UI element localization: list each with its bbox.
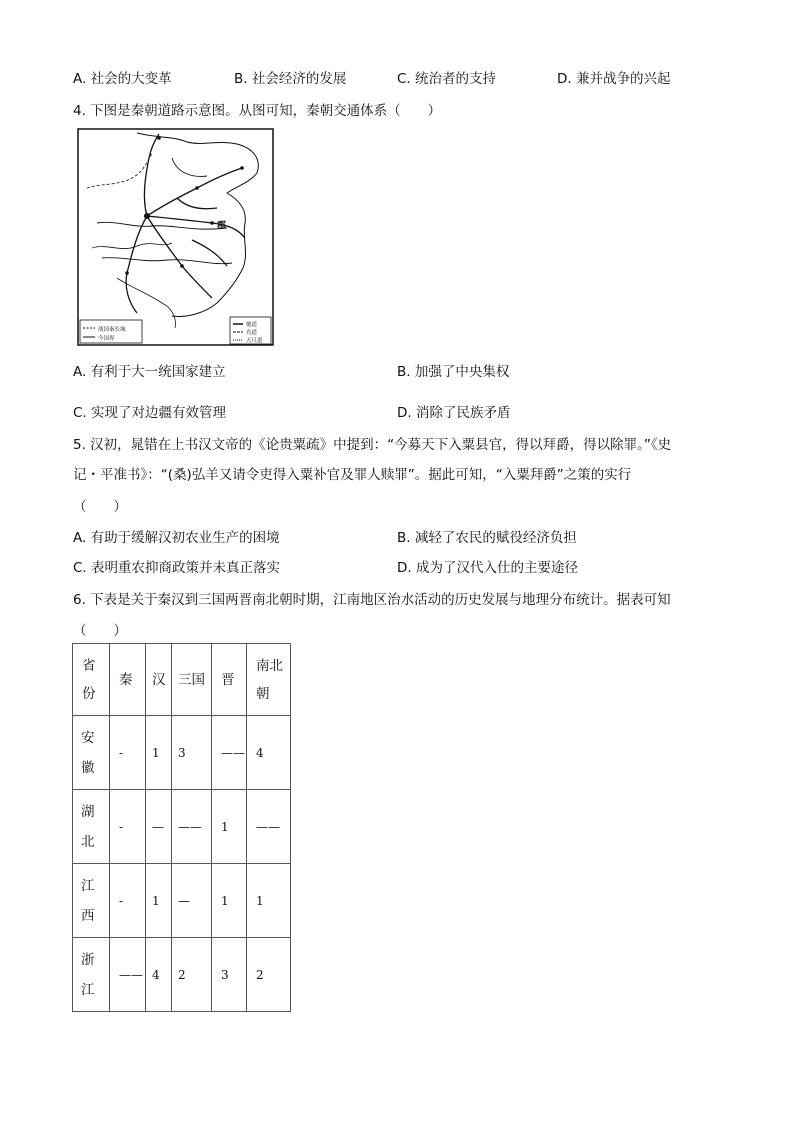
q5-option-d: D. 成为了汉代入仕的主要途径: [397, 560, 578, 576]
header-province: [73, 644, 110, 716]
header-nanbei: 南北: [256, 657, 283, 674]
water-control-table: [72, 643, 291, 1012]
header-qin: 秦: [110, 644, 146, 716]
q3-option-a: A. 社会的大变革: [73, 71, 172, 87]
cell-sanguo: ——: [172, 790, 212, 864]
row-province: [73, 790, 110, 864]
cell-qin: -: [110, 864, 146, 938]
q5-option-a: A. 有助于缓解汉初农业生产的困境: [73, 530, 280, 546]
q4-option-a: A. 有利于大一统国家建立: [73, 364, 226, 380]
province-char: 浙: [81, 951, 95, 968]
q6-stem-line2: （ ）: [73, 623, 127, 639]
cell-nanbeichao: 4: [247, 716, 291, 790]
map-legend-border: 今国界: [98, 336, 115, 342]
header-province-1: 省: [82, 657, 96, 674]
row-province: [73, 864, 110, 938]
cell-jin: 3: [212, 938, 247, 1012]
q5-option-c: C. 表明重农抑商政策并未真正落实: [73, 560, 281, 576]
header-han: 汉: [146, 644, 172, 716]
cell-nanbeichao: ——: [247, 790, 291, 864]
map-region-label: 郡: [217, 221, 227, 231]
q5-stem-line2: 记・平准书》：“(桑)弘羊又请令吏得入粟补官及罪人赎罪”。据此可知，“入粟拜爵”之策的实行: [73, 467, 632, 483]
map-legend-wuchidao: 五尺道: [246, 338, 263, 344]
q4-option-c: C. 实现了对边疆有效管理: [73, 405, 227, 421]
map-image: [77, 128, 274, 346]
q4-stem: 4. 下图是秦朝道路示意图。从图可知，秦朝交通体系（ ）: [73, 103, 442, 119]
map-legend-zhidao: 直道: [246, 330, 258, 336]
cell-sanguo: —: [172, 864, 212, 938]
cell-sanguo: 2: [172, 938, 212, 1012]
table-row: [73, 790, 291, 864]
cell-qin: -: [110, 716, 146, 790]
table-row: [73, 938, 291, 1012]
province-char: 湖: [81, 803, 95, 820]
cell-sanguo: 3: [172, 716, 212, 790]
header-province-2: 份: [82, 685, 96, 702]
q3-option-c: C. 统治者的支持: [397, 71, 497, 87]
cell-han: 4: [146, 938, 172, 1012]
cell-nanbeichao: 1: [247, 864, 291, 938]
province-char: 江: [81, 877, 95, 894]
map-legend-great-wall: 战国秦长城: [98, 327, 126, 333]
cell-jin: 1: [212, 790, 247, 864]
province-char: 徽: [81, 759, 95, 776]
q5-stem-line1: 5. 汉初，晁错在上书汉文帝的《论贵粟疏》中提到：“今募天下入粟县官，得以拜爵，得以除罪。”《史: [73, 437, 672, 453]
province-char: 北: [81, 833, 95, 850]
cell-han: 1: [146, 716, 172, 790]
header-nanbeichao: [247, 644, 291, 716]
header-chao: 朝: [256, 685, 270, 702]
q5-option-b: B. 减轻了农民的赋役经济负担: [397, 530, 577, 546]
q3-option-b: B. 社会经济的发展: [234, 71, 347, 87]
row-province: [73, 716, 110, 790]
table-row: [73, 716, 291, 790]
header-jin: 晋: [212, 644, 247, 716]
cell-qin: ——: [110, 938, 146, 1012]
table-header-row: [73, 644, 291, 716]
cell-qin: -: [110, 790, 146, 864]
q5-stem-line3: （ ）: [73, 499, 127, 515]
province-char: 西: [81, 907, 95, 924]
q4-option-d: D. 消除了民族矛盾: [397, 405, 511, 421]
row-province: [73, 938, 110, 1012]
cell-han: —: [146, 790, 172, 864]
q6-stem-line1: 6. 下表是关于秦汉到三国两晋南北朝时期，江南地区治水活动的历史发展与地理分布统计。据表可知: [73, 592, 671, 608]
header-sanguo: 三国: [172, 644, 212, 716]
q4-option-b: B. 加强了中央集权: [397, 364, 510, 380]
qin-road-map: [77, 128, 274, 346]
province-char: 安: [81, 729, 95, 746]
map-legend-chidao: 驰道: [246, 322, 258, 328]
province-char: 江: [81, 981, 95, 998]
cell-jin: ——: [212, 716, 247, 790]
cell-han: 1: [146, 864, 172, 938]
cell-nanbeichao: 2: [247, 938, 291, 1012]
cell-jin: 1: [212, 864, 247, 938]
q3-option-d: D. 兼并战争的兴起: [557, 71, 671, 87]
table-row: [73, 864, 291, 938]
